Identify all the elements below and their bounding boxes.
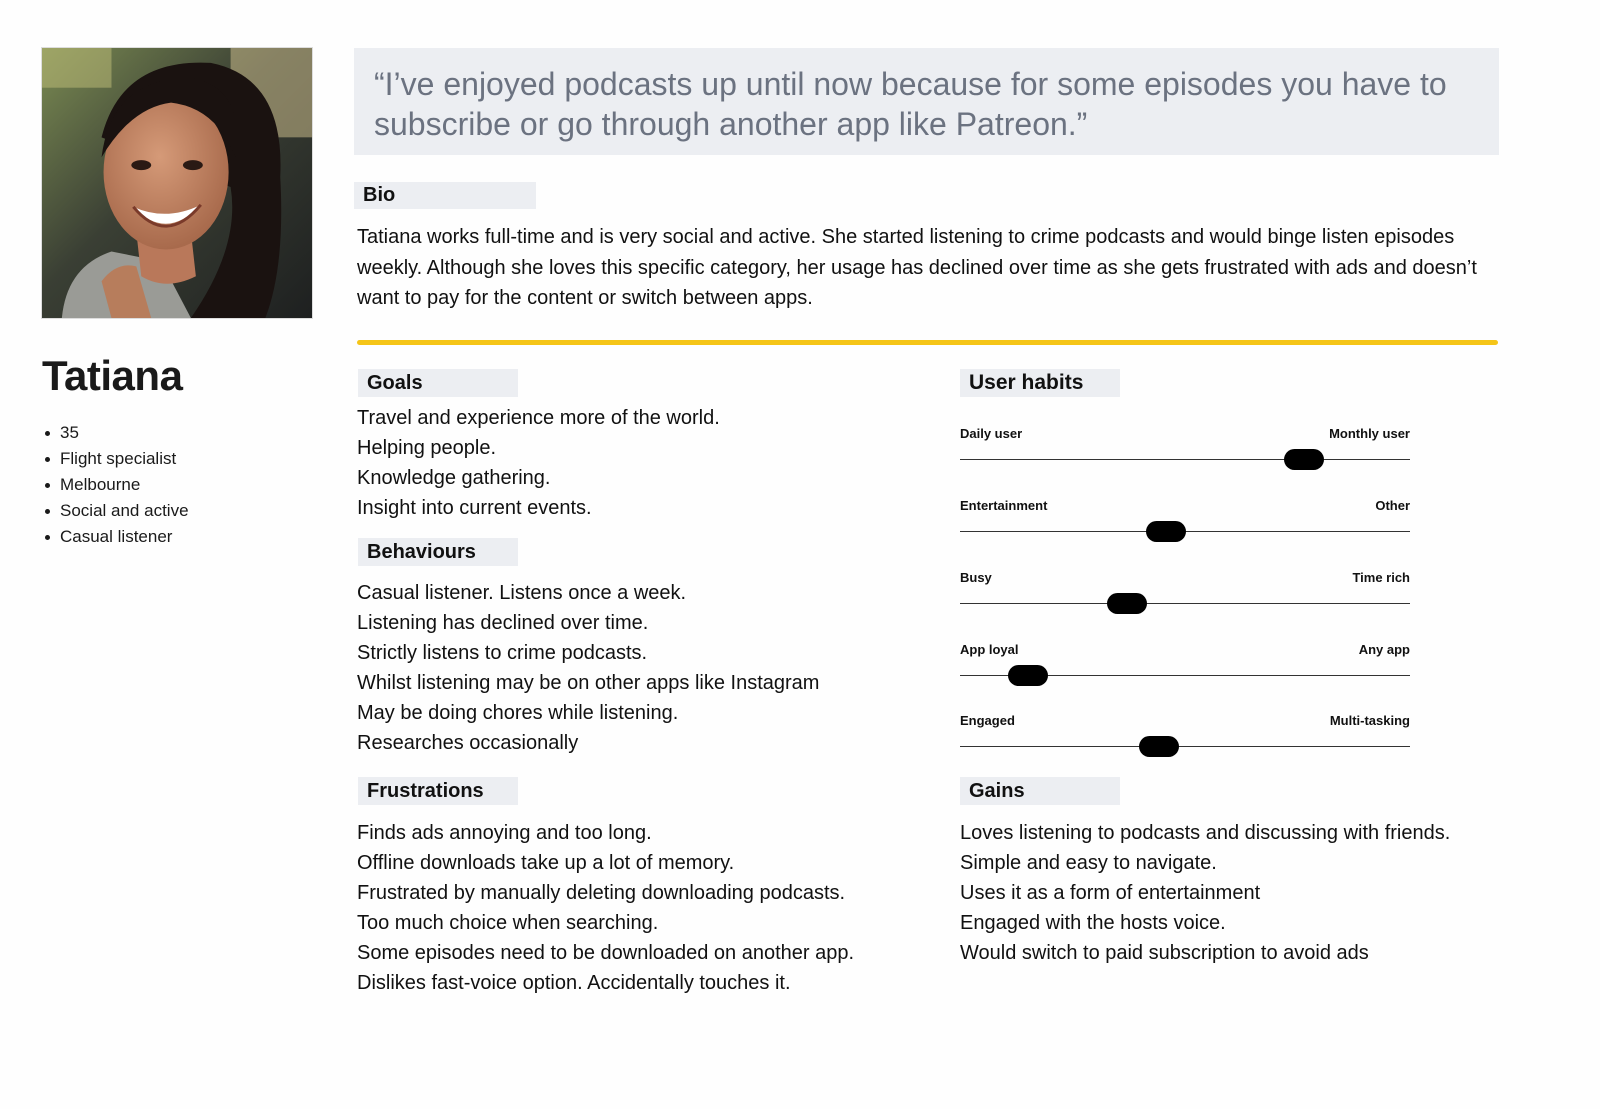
list-item: Offline downloads take up a lot of memory. bbox=[357, 852, 735, 874]
frustrations-label: Frustrations bbox=[358, 777, 518, 805]
list-item: Engaged with the hosts voice. bbox=[960, 912, 1226, 934]
user-habits-label: User habits bbox=[960, 369, 1120, 397]
habit-scale-attention bbox=[960, 713, 1410, 773]
habit-scale-knob bbox=[1284, 449, 1324, 470]
habit-scale-left-label: Engaged bbox=[960, 713, 1015, 728]
fact-listener-type: Casual listener bbox=[44, 524, 189, 550]
fact-occupation: Flight specialist bbox=[44, 446, 189, 472]
frustrations-list bbox=[357, 818, 854, 998]
persona-facts bbox=[44, 420, 189, 550]
list-item: Researches occasionally bbox=[357, 732, 579, 754]
goals-label: Goals bbox=[358, 369, 518, 397]
list-item: Insight into current events. bbox=[357, 497, 592, 519]
section-divider bbox=[357, 340, 1498, 345]
gains-list bbox=[960, 818, 1450, 968]
bio-paragraph: Tatiana works full-time and is very social and active. She started listening to crime podcasts and would binge listen episodes weekly. Although she loves this specific category, her usage has declined over time as she gets frustrated with ads and doesn’t want to pay for the content or switch between apps. bbox=[357, 226, 1477, 309]
list-item: Simple and easy to navigate. bbox=[960, 852, 1217, 874]
habit-scale-right-label: Multi-tasking bbox=[1329, 713, 1410, 728]
habit-scale-knob bbox=[1008, 665, 1048, 686]
list-item: Frustrated by manually deleting downloading podcasts. bbox=[357, 882, 846, 904]
list-item: Knowledge gathering. bbox=[357, 467, 551, 489]
list-item: Some episodes need to be downloaded on another app. bbox=[357, 942, 855, 964]
bio-label: Bio bbox=[354, 182, 536, 209]
list-item: Listening has declined over time. bbox=[357, 612, 649, 634]
habit-scale-left-label: App loyal bbox=[960, 642, 1019, 657]
list-item: Strictly listens to crime podcasts. bbox=[357, 642, 648, 664]
persona-name: Tatiana bbox=[42, 352, 183, 399]
habit-scale-loyalty bbox=[960, 642, 1410, 702]
fact-location: Melbourne bbox=[44, 472, 189, 498]
persona-quote: “I’ve enjoyed podcasts up until now because for some episodes you have to subscribe or go through another app like Patreon.” bbox=[354, 48, 1499, 155]
fact-personality: Social and active bbox=[44, 498, 189, 524]
list-item: Loves listening to podcasts and discussing with friends. bbox=[960, 822, 1451, 844]
list-item: Uses it as a form of entertainment bbox=[960, 882, 1261, 904]
list-item: Whilst listening may be on other apps like Instagram bbox=[357, 672, 820, 694]
bio-text bbox=[357, 222, 1502, 314]
list-item: Would switch to paid subscription to avoid ads bbox=[960, 942, 1369, 964]
habit-scale-left-label: Entertainment bbox=[960, 498, 1048, 513]
behaviours-label: Behaviours bbox=[358, 538, 518, 566]
habit-scale-left-label: Daily user bbox=[960, 426, 1023, 441]
habit-scale-right-label: Other bbox=[1375, 498, 1410, 513]
persona-photo bbox=[41, 47, 313, 319]
habit-scale-knob bbox=[1146, 521, 1186, 542]
list-item: May be doing chores while listening. bbox=[357, 702, 679, 724]
list-item: Too much choice when searching. bbox=[357, 912, 659, 934]
habit-scale-frequency bbox=[960, 426, 1410, 486]
habit-scale-right-label: Time rich bbox=[1352, 570, 1410, 585]
habit-scale-left-label: Busy bbox=[960, 570, 992, 585]
fact-age: 35 bbox=[44, 420, 189, 446]
habit-scale-time bbox=[960, 570, 1410, 630]
list-item: Helping people. bbox=[357, 437, 496, 459]
habit-scale-knob bbox=[1107, 593, 1147, 614]
list-item: Finds ads annoying and too long. bbox=[357, 822, 652, 844]
habit-scale-right-label: Any app bbox=[1358, 642, 1410, 657]
habit-scale-track bbox=[960, 603, 1410, 604]
behaviours-list bbox=[357, 578, 819, 758]
habit-scale-knob bbox=[1139, 736, 1179, 757]
list-item: Casual listener. Listens once a week. bbox=[357, 582, 687, 604]
gains-label: Gains bbox=[960, 777, 1120, 805]
habit-scale-track bbox=[960, 459, 1410, 460]
list-item: Dislikes fast-voice option. Accidentally touches it. bbox=[357, 972, 791, 994]
goals-list bbox=[357, 403, 720, 523]
habit-scale-track bbox=[960, 746, 1410, 747]
habit-scale-right-label: Monthly user bbox=[1329, 426, 1410, 441]
habit-scale-content bbox=[960, 498, 1410, 558]
list-item: Travel and experience more of the world. bbox=[357, 407, 720, 429]
